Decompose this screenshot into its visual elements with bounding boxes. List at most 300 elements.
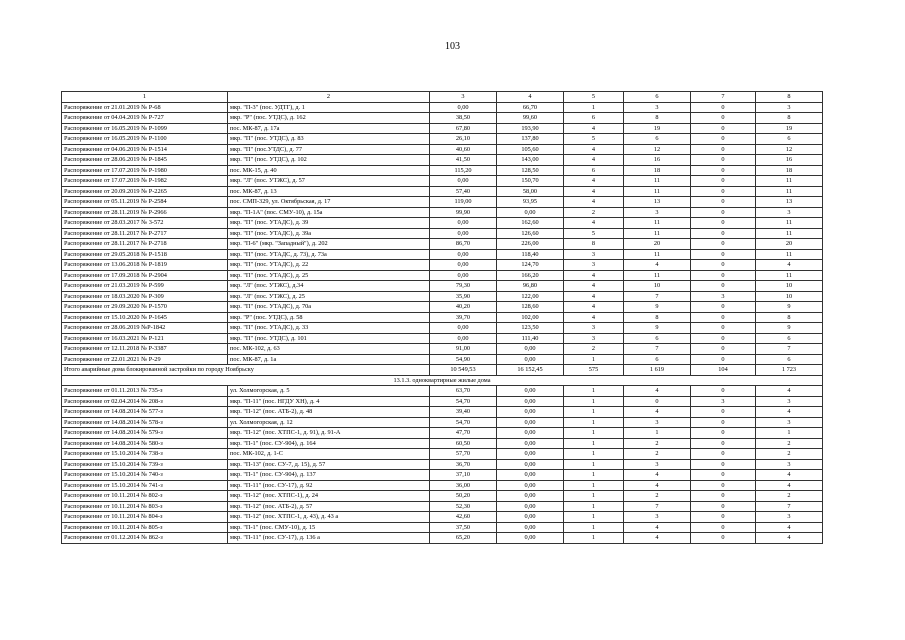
table-cell: 99,60 <box>497 113 564 124</box>
table-cell: мкр. "П-11" (пос. СУ-17), д. 136 а <box>228 533 430 544</box>
table-cell: мкр. "П" (пос. УТАДС), д. 39а <box>228 228 430 239</box>
column-number-cell: 6 <box>624 92 691 103</box>
table-cell: 3 <box>624 207 691 218</box>
column-number-cell: 2 <box>228 92 430 103</box>
table-cell: Распоряжение от 05.11.2019 № Р-2584 <box>62 197 228 208</box>
table-cell: 0,00 <box>497 470 564 481</box>
table-cell: 0,00 <box>497 438 564 449</box>
table-cell: 5 <box>564 134 624 145</box>
table-cell: 40,60 <box>430 144 497 155</box>
table-cell: Распоряжение от 14.08.2014 № 577-з <box>62 407 228 418</box>
table-cell: 3 <box>756 102 823 113</box>
table-cell: 3 <box>691 396 756 407</box>
table-cell: мкр. "П" (пос.УТДС), д. 77 <box>228 144 430 155</box>
table-cell: 0,00 <box>497 522 564 533</box>
table-cell: Распоряжение от 14.08.2014 № 579-з <box>62 428 228 439</box>
table-cell: 4 <box>756 407 823 418</box>
table-row <box>62 102 823 113</box>
table-cell: 0 <box>691 501 756 512</box>
table-cell: 96,80 <box>497 281 564 292</box>
table-cell: 7 <box>756 344 823 355</box>
table-cell: 6 <box>624 354 691 365</box>
table-cell: 0 <box>691 197 756 208</box>
table-cell: 0 <box>691 533 756 544</box>
table-cell: 0,00 <box>497 480 564 491</box>
table-cell: 3 <box>691 291 756 302</box>
table-cell: 0,00 <box>497 396 564 407</box>
table-row <box>62 312 823 323</box>
table-cell: 0,00 <box>430 270 497 281</box>
table-cell: мкр. "П-3" (пос. УДТГ), д. 1 <box>228 102 430 113</box>
table-cell: 11 <box>756 228 823 239</box>
table-cell: Распоряжение от 15.10.2014 № 741-з <box>62 480 228 491</box>
table-cell: мкр. "П" (пос. УТДС), д. 102 <box>228 155 430 166</box>
table-cell: 47,70 <box>430 428 497 439</box>
table-cell: мкр. "Р" (пос. УТДС), д. 58 <box>228 312 430 323</box>
table-row <box>62 438 823 449</box>
table-cell: Распоряжение от 10.11.2014 № 804-з <box>62 512 228 523</box>
table-cell: 9 <box>624 302 691 313</box>
table-cell: 18 <box>624 165 691 176</box>
table-cell: 166,20 <box>497 270 564 281</box>
table-cell: Распоряжение от 28.03.2017 № 3-572 <box>62 218 228 229</box>
table-cell: 0 <box>691 470 756 481</box>
table-cell: Распоряжение от 16.03.2021 № Р-121 <box>62 333 228 344</box>
table-cell: 19 <box>756 123 823 134</box>
table-cell: 16 <box>756 155 823 166</box>
table-cell: 1 <box>564 491 624 502</box>
table-cell: 0,00 <box>430 176 497 187</box>
table-cell: 10 <box>756 291 823 302</box>
table-cell: мкр. "П" (пос. УТАДС), д. 70а <box>228 302 430 313</box>
table-cell: 3 <box>756 459 823 470</box>
table-cell: 39,40 <box>430 407 497 418</box>
table-cell: 4 <box>756 386 823 397</box>
table-cell: пос. МК-102, д. 63 <box>228 344 430 355</box>
table-cell: 7 <box>624 344 691 355</box>
table-row <box>62 459 823 470</box>
table-cell: 2 <box>624 449 691 460</box>
table-cell: 0 <box>691 417 756 428</box>
table-cell: 4 <box>564 218 624 229</box>
table-cell: 0 <box>691 312 756 323</box>
table-cell: 0,00 <box>497 459 564 470</box>
table-cell: 3 <box>756 207 823 218</box>
table-cell: мкр. "Л" (пос. УТЖС), д. 57 <box>228 176 430 187</box>
table-cell: 4 <box>756 522 823 533</box>
table-cell: мкр. "П" (пос. УТАДС), д. 22 <box>228 260 430 271</box>
table-cell: 0 <box>691 491 756 502</box>
table-row <box>62 533 823 544</box>
table-cell: 1 <box>564 533 624 544</box>
table-cell: Распоряжение от 10.11.2014 № 802-з <box>62 491 228 502</box>
table-cell: 111,40 <box>497 333 564 344</box>
table-cell: 2 <box>564 344 624 355</box>
table-cell: 4 <box>564 144 624 155</box>
table-cell: 54,70 <box>430 417 497 428</box>
table-cell: 2 <box>756 438 823 449</box>
table-cell: Распоряжение от 15.10.2014 № 739-з <box>62 459 228 470</box>
table-cell: 0 <box>691 428 756 439</box>
column-number-cell: 4 <box>497 92 564 103</box>
table-cell: мкр. "П" (пос. УТДС), д. 101 <box>228 333 430 344</box>
table-row <box>62 501 823 512</box>
table-cell: 0 <box>691 123 756 134</box>
table-cell: 0,00 <box>430 102 497 113</box>
table-cell: 3 <box>624 102 691 113</box>
table-cell: Распоряжение от 15.10.2014 № 738-з <box>62 449 228 460</box>
table-cell: 11 <box>756 270 823 281</box>
table-cell: Распоряжение от 20.09.2019 № Р-2265 <box>62 186 228 197</box>
table-cell: 0 <box>691 144 756 155</box>
table-cell: 0 <box>691 207 756 218</box>
table-cell: 3 <box>564 333 624 344</box>
table-cell: мкр. "П-6" (мкр. "Западный"), д. 202 <box>228 239 430 250</box>
table-cell: 124,70 <box>497 260 564 271</box>
table-cell: 13 <box>756 197 823 208</box>
table-cell: 36,00 <box>430 480 497 491</box>
table-cell: Распоряжение от 22.01.2021 № Р-29 <box>62 354 228 365</box>
table-cell: 3 <box>564 260 624 271</box>
table-cell: 37,50 <box>430 522 497 533</box>
table-row <box>62 522 823 533</box>
table-cell: 91,00 <box>430 344 497 355</box>
table-cell: 7 <box>624 501 691 512</box>
table-cell: Распоряжение от 13.06.2018 № Р-1819 <box>62 260 228 271</box>
table-cell: 1 723 <box>756 365 823 376</box>
table-cell: 0 <box>691 176 756 187</box>
table-cell: Распоряжение от 16.05.2019 № Р-1100 <box>62 134 228 145</box>
table-row <box>62 281 823 292</box>
table-cell: 5 <box>564 228 624 239</box>
table-cell: 4 <box>564 197 624 208</box>
total-row <box>62 365 823 376</box>
table-cell: 2 <box>756 449 823 460</box>
table-cell: 65,20 <box>430 533 497 544</box>
table-cell: 52,30 <box>430 501 497 512</box>
table-cell: 575 <box>564 365 624 376</box>
table-cell: 4 <box>564 155 624 166</box>
table-cell: 0,00 <box>497 449 564 460</box>
table-row <box>62 417 823 428</box>
table-cell: мкр. "П-1" (пос. СУ-904), д. 137 <box>228 470 430 481</box>
table-cell: мкр. "П-1А" (пос. СМУ-10), д. 15а <box>228 207 430 218</box>
table-cell: 11 <box>624 270 691 281</box>
table-cell: 0,00 <box>497 491 564 502</box>
table-cell: 0,00 <box>430 260 497 271</box>
table-cell: 1 <box>564 512 624 523</box>
table-cell: 2 <box>756 491 823 502</box>
table-cell: 3 <box>756 417 823 428</box>
table-cell: 0 <box>691 165 756 176</box>
table-cell: Распоряжение от 14.08.2014 № 580-з <box>62 438 228 449</box>
table-row <box>62 123 823 134</box>
table-row <box>62 165 823 176</box>
table-cell: 20 <box>624 239 691 250</box>
table-cell: 1 <box>564 459 624 470</box>
table-cell: 0,00 <box>497 207 564 218</box>
table-cell: 60,50 <box>430 438 497 449</box>
table-cell: 1 <box>564 428 624 439</box>
table-cell: 0,00 <box>497 407 564 418</box>
table-cell: мкр. "П-12" (пос. АТБ-2), д. 57 <box>228 501 430 512</box>
table-cell: 0 <box>691 228 756 239</box>
table-cell: 16 <box>624 155 691 166</box>
table-cell: 0 <box>691 480 756 491</box>
table-cell: Распоряжение от 28.11.2019 № Р-2966 <box>62 207 228 218</box>
table-cell: 4 <box>624 260 691 271</box>
table-cell: пос. МК-87, д. 17а <box>228 123 430 134</box>
table-cell: 1 <box>564 407 624 418</box>
table-cell: мкр. "П-12" (пос. АТБ-2), д. 48 <box>228 407 430 418</box>
table-row <box>62 134 823 145</box>
table-row <box>62 407 823 418</box>
table-cell: 37,10 <box>430 470 497 481</box>
table-cell: Распоряжение от 28.06.2019 № Р-1845 <box>62 155 228 166</box>
table-cell: 3 <box>564 249 624 260</box>
table-cell: 4 <box>564 186 624 197</box>
table-cell: 102,00 <box>497 312 564 323</box>
table-row <box>62 333 823 344</box>
table-cell: Распоряжение от 28.11.2017 № Р-2718 <box>62 239 228 250</box>
table-cell: 67,80 <box>430 123 497 134</box>
table-cell: мкр. "П" (пос. УТАДС), д. 25 <box>228 270 430 281</box>
table-cell: 38,50 <box>430 113 497 124</box>
table-cell: 8 <box>564 239 624 250</box>
table-cell: 1 <box>564 449 624 460</box>
column-number-cell: 3 <box>430 92 497 103</box>
table-cell: 6 <box>756 134 823 145</box>
table-cell: 93,95 <box>497 197 564 208</box>
table-cell: 6 <box>624 134 691 145</box>
table-cell: 39,70 <box>430 312 497 323</box>
table-cell: пос. СМП-329, ул. Октябрьская, д. 17 <box>228 197 430 208</box>
table-cell: 1 <box>564 386 624 397</box>
table-cell: мкр. "Л" (пос. УТЖС), д.34 <box>228 281 430 292</box>
table-cell: 10 <box>756 281 823 292</box>
table-row <box>62 186 823 197</box>
table-row <box>62 260 823 271</box>
table-row <box>62 207 823 218</box>
table-cell: 3 <box>564 323 624 334</box>
table-cell: 0 <box>691 354 756 365</box>
table-cell: 122,00 <box>497 291 564 302</box>
table-cell: 40,20 <box>430 302 497 313</box>
table-cell: 7 <box>756 501 823 512</box>
table-cell: 0 <box>691 270 756 281</box>
table-cell: 26,10 <box>430 134 497 145</box>
table-cell: 11 <box>624 249 691 260</box>
table-cell: 193,90 <box>497 123 564 134</box>
table-row <box>62 354 823 365</box>
table-cell: 0 <box>691 302 756 313</box>
table-cell: 4 <box>624 522 691 533</box>
table-cell: Распоряжение от 04.06.2019 № Р-1514 <box>62 144 228 155</box>
table-cell: мкр. "П" (пос. УТАДС), д. 39 <box>228 218 430 229</box>
table-row <box>62 249 823 260</box>
table-cell: 3 <box>756 396 823 407</box>
table-cell: 1 <box>564 417 624 428</box>
table-cell: 1 <box>564 354 624 365</box>
table-cell: 0 <box>691 281 756 292</box>
table-cell: 0,00 <box>497 344 564 355</box>
table-cell: 4 <box>564 123 624 134</box>
table-cell: 9 <box>756 323 823 334</box>
table-cell: 128,60 <box>497 302 564 313</box>
table-cell: 8 <box>624 113 691 124</box>
table-cell: 4 <box>756 533 823 544</box>
table-cell: 3 <box>624 512 691 523</box>
table-row <box>62 512 823 523</box>
table-row <box>62 302 823 313</box>
table-cell: 11 <box>756 186 823 197</box>
table-cell: 4 <box>564 302 624 313</box>
table-row <box>62 428 823 439</box>
table-cell: 11 <box>756 176 823 187</box>
table-cell: 66,70 <box>497 102 564 113</box>
table-cell: мкр. "П" (пос. УТДС), д. 83 <box>228 134 430 145</box>
table-cell: 3 <box>624 459 691 470</box>
table-row <box>62 449 823 460</box>
table-cell: 0 <box>691 449 756 460</box>
table-cell: 4 <box>564 176 624 187</box>
table-cell: 4 <box>756 480 823 491</box>
table-cell: Распоряжение от 28.06.2019 №Р-1842 <box>62 323 228 334</box>
table-cell: 0 <box>691 134 756 145</box>
table-cell: пос. МК-15, д. 40 <box>228 165 430 176</box>
table-cell: 2 <box>564 207 624 218</box>
table-cell: 0 <box>691 512 756 523</box>
table-cell: 12 <box>624 144 691 155</box>
table-cell: 4 <box>624 533 691 544</box>
table-cell: мкр. "П-12" (пос. ХТПС-1), д. 24 <box>228 491 430 502</box>
table-cell: 1 <box>564 470 624 481</box>
table-cell: 16 152,45 <box>497 365 564 376</box>
table-row <box>62 291 823 302</box>
table-cell: 1 <box>564 501 624 512</box>
column-number-row <box>62 92 823 103</box>
table-cell: 4 <box>624 470 691 481</box>
table-cell: 57,40 <box>430 186 497 197</box>
table-row <box>62 197 823 208</box>
table-cell: мкр. "Р" (пос. УТДС), д. 162 <box>228 113 430 124</box>
table-cell: Распоряжение от 15.10.2020 № Р-1645 <box>62 312 228 323</box>
table-cell: 4 <box>564 291 624 302</box>
table-cell: 0,00 <box>430 228 497 239</box>
table-cell: 0 <box>691 113 756 124</box>
column-number-cell: 1 <box>62 92 228 103</box>
table-cell: 57,70 <box>430 449 497 460</box>
table-cell: Распоряжение от 10.11.2014 № 803-з <box>62 501 228 512</box>
table-cell: Распоряжение от 01.11.2013 № 735-з <box>62 386 228 397</box>
table-cell: 1 <box>624 428 691 439</box>
table-cell: 99,90 <box>430 207 497 218</box>
table-cell: 0,00 <box>497 428 564 439</box>
table-cell: 143,00 <box>497 155 564 166</box>
table-cell: 8 <box>624 312 691 323</box>
table-cell: 0 <box>691 155 756 166</box>
table-cell: мкр. "П" (пос. УТАДС, д. 73), д. 73а <box>228 249 430 260</box>
section-title: 13.1.3. одноквартирные жилые дома <box>62 375 823 386</box>
table-cell: 162,60 <box>497 218 564 229</box>
table-cell: 3 <box>624 417 691 428</box>
table-cell: 0 <box>691 333 756 344</box>
table-cell: 7 <box>624 291 691 302</box>
total-label: Итого аварийные дома блокированной застройки по городу Ноябрьску <box>62 365 430 376</box>
table-row <box>62 491 823 502</box>
table-cell: 11 <box>756 218 823 229</box>
table-cell: 123,50 <box>497 323 564 334</box>
table-cell: пос. МК-87, д. 13 <box>228 186 430 197</box>
table-cell: 0 <box>691 459 756 470</box>
table-cell: 0 <box>691 407 756 418</box>
table-cell: Распоряжение от 04.04.2019 № Р-727 <box>62 113 228 124</box>
table-cell: 9 <box>756 302 823 313</box>
table-cell: Распоряжение от 21.01.2019 № Р-68 <box>62 102 228 113</box>
table-row <box>62 113 823 124</box>
table-body <box>62 92 823 544</box>
table-cell: 63,70 <box>430 386 497 397</box>
column-number-cell: 5 <box>564 92 624 103</box>
table-cell: Распоряжение от 28.11.2017 № Р-2717 <box>62 228 228 239</box>
table-cell: 11 <box>624 228 691 239</box>
table-cell: 6 <box>756 354 823 365</box>
table-cell: 36,70 <box>430 459 497 470</box>
table-cell: мкр. "П-12" (пос. ХТПС-1, д. 91), д. 91-А <box>228 428 430 439</box>
table-cell: 19 <box>624 123 691 134</box>
table-cell: 10 549,53 <box>430 365 497 376</box>
table-cell: 4 <box>624 480 691 491</box>
table-row <box>62 239 823 250</box>
column-number-cell: 7 <box>691 92 756 103</box>
table-cell: 4 <box>564 312 624 323</box>
table-cell: мкр. "П-1" (пос. СУ-904), д. 164 <box>228 438 430 449</box>
table-cell: 6 <box>564 113 624 124</box>
table-cell: 0,00 <box>497 533 564 544</box>
table-cell: пос. МК-102, д. 1-С <box>228 449 430 460</box>
page-number: 103 <box>445 41 460 52</box>
table-cell: 4 <box>564 281 624 292</box>
table-cell: 54,90 <box>430 354 497 365</box>
table-cell: 8 <box>756 113 823 124</box>
table-cell: 86,70 <box>430 239 497 250</box>
table-cell: 1 <box>564 438 624 449</box>
table-cell: 0,00 <box>497 386 564 397</box>
table-cell: 1 619 <box>624 365 691 376</box>
table-cell: Распоряжение от 29.05.2018 № Р-1518 <box>62 249 228 260</box>
table-cell: 137,80 <box>497 134 564 145</box>
table-cell: 54,70 <box>430 396 497 407</box>
table-cell: 11 <box>624 176 691 187</box>
table-cell: 4 <box>564 270 624 281</box>
table-cell: 20 <box>756 239 823 250</box>
table-cell: 0,00 <box>430 333 497 344</box>
table-cell: 0 <box>691 438 756 449</box>
table-cell: 0,00 <box>497 501 564 512</box>
table-cell: Распоряжение от 29.09.2020 № Р-1570 <box>62 302 228 313</box>
table-cell: 6 <box>564 165 624 176</box>
table-cell: Распоряжение от 12.11.2018 № Р-3387 <box>62 344 228 355</box>
table-cell: 0 <box>691 249 756 260</box>
table-cell: 4 <box>756 470 823 481</box>
table-cell: ул. Холмогорская, д. 12 <box>228 417 430 428</box>
table-cell: 105,60 <box>497 144 564 155</box>
table-cell: 41,50 <box>430 155 497 166</box>
table-cell: 9 <box>624 323 691 334</box>
table-row <box>62 155 823 166</box>
table-cell: 1 <box>564 522 624 533</box>
table-row <box>62 228 823 239</box>
